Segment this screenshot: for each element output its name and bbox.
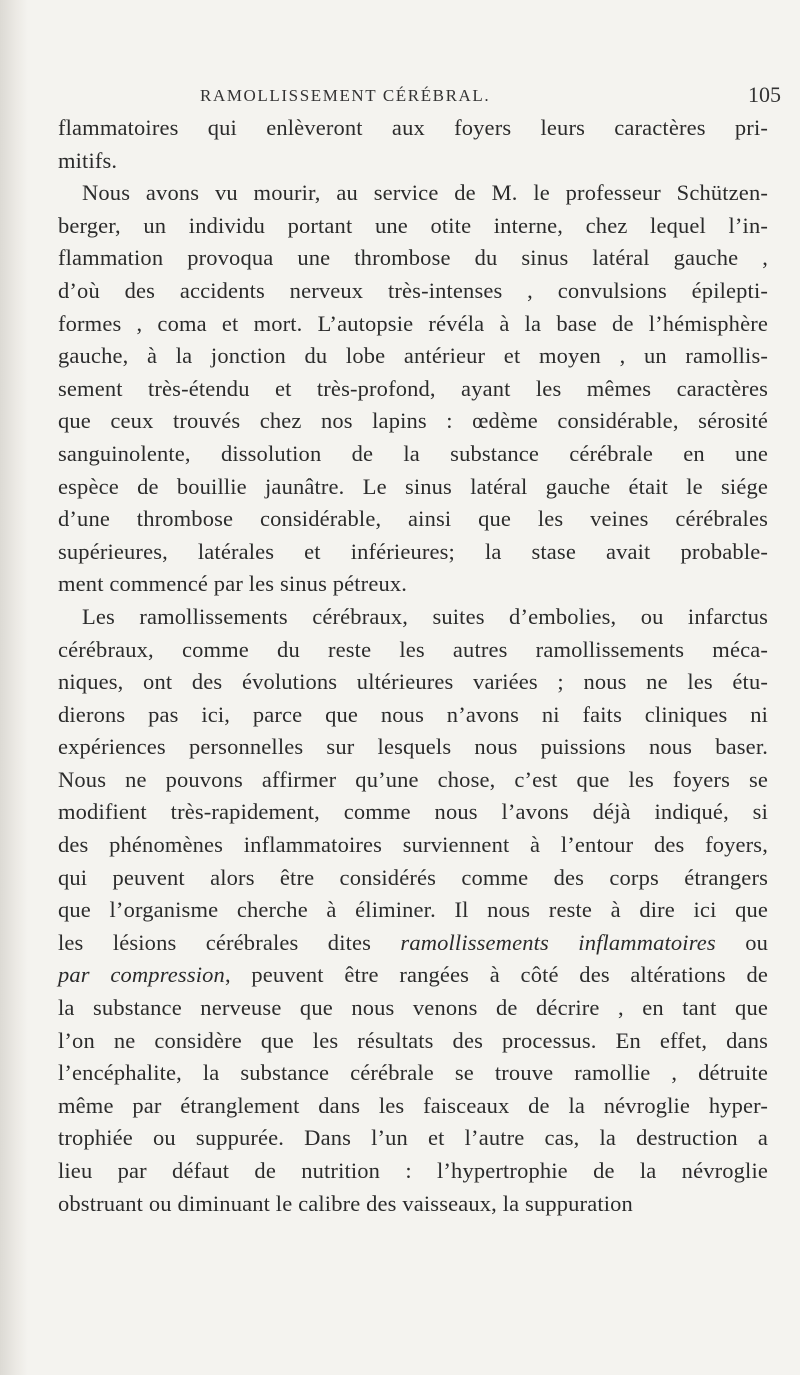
text-line: des phénomènes inflammatoires surviennent à l’entour des foyers, [58,832,768,858]
text-line: Nous ne pouvons affirmer qu’une chose, c’est que les foyers se [58,766,768,792]
page-spine-shadow [0,0,28,1375]
text-line: modifient très-rapidement, comme nous l’avons déjà indiqué, si [58,799,768,825]
text-line: sement très-étendu et très-profond, ayant les mêmes caractères [58,375,768,401]
italic-term: ramollissements inflammatoires [400,929,716,955]
text-line: qui peuvent alors être considérés comme des corps étrangers [58,864,768,890]
text-line: que l’organisme cherche à éliminer. Il nous reste à dire ici que [58,897,768,923]
text-line-with-italic [58,927,768,960]
text-segment: , peuvent être rangées à côté des altérations de [224,962,768,988]
text-segment: ou [715,929,769,955]
text-line: Les ramollissements cérébraux, suites d’embolies, ou infarctus [82,603,768,629]
text-line: ment commencé par les sinus pétreux. [58,571,408,597]
text-line: flammatoires qui enlèveront aux foyers leurs caractères pri- [58,115,768,140]
text-line: expériences personnelles sur lesquels nous puissions nous baser. [58,734,768,760]
text-line: niques, ont des évolutions ultérieures variées ; nous ne les étu- [58,669,768,695]
text-line: même par étranglement dans les faisceaux de la névroglie hyper- [58,1092,768,1118]
text-line: trophiée ou suppurée. Dans l’un et l’autre cas, la destruction a [58,1125,768,1151]
text-line: d’où des accidents nerveux très-intenses , convulsions épilepti- [58,277,768,303]
text-line: flammation provoqua une thrombose du sinus latéral gauche , [58,245,768,271]
text-line: gauche, à la jonction du lobe antérieur et moyen , un ramollis- [58,343,768,369]
text-line: Nous avons vu mourir, au service de M. le professeur Schützen- [82,180,768,206]
running-title: RAMOLLISSEMENT CÉRÉBRAL. [200,86,491,105]
text-line: que ceux trouvés chez nos lapins : œdème considérable, sérosité [58,408,768,434]
text-line: sanguinolente, dissolution de la substance cérébrale en une [58,440,768,466]
text-line: berger, un individu portant une otite interne, chez lequel l’in- [58,212,768,238]
body-text [58,112,768,1220]
text-line: dierons pas ici, parce que nous n’avons ni faits cliniques ni [58,701,768,727]
text-line: supérieures, latérales et inférieures; la stase avait probable- [58,538,768,564]
text-line: espèce de bouillie jaunâtre. Le sinus latéral gauche était le siége [58,473,768,499]
text-line: la substance nerveuse que nous venons de décrire , en tant que [58,995,768,1021]
page-number: 105 [748,82,781,107]
text-line: l’encéphalite, la substance cérébrale se trouve ramollie , détruite [58,1060,768,1086]
text-line: mitifs. [58,147,118,173]
italic-term: par compression [58,962,225,988]
text-line: cérébraux, comme du reste les autres ramollissements méca- [58,636,768,662]
text-line: lieu par défaut de nutrition : l’hypertrophie de la névroglie [58,1158,768,1183]
text-line: formes , coma et mort. L’autopsie révéla à la base de l’hémisphère [58,310,768,336]
text-line: d’une thrombose considérable, ainsi que les veines cérébrales [58,506,768,532]
text-line-with-italic [58,959,768,992]
text-line: obstruant ou diminuant le calibre des vaisseaux, la suppuration [58,1190,633,1216]
text-segment: les lésions cérébrales dites [58,929,401,955]
text-line: l’on ne considère que les résultats des processus. En effet, dans [58,1027,768,1053]
